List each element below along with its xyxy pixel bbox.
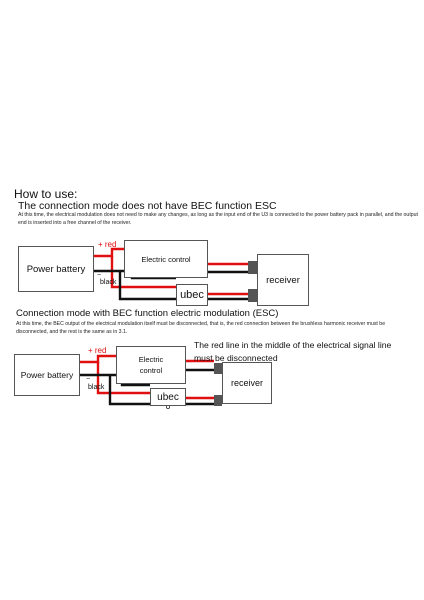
black-label-1: black [100,279,117,286]
section1-description: At this time, the electrical modulation does not need to make any changes, as long as the input end of the U3 is connected to the power battery pack in parallel, and the output end is inserted into a free channel of the receiver. [18,212,418,227]
section1-title: The connection mode does not have BEC function ESC [18,200,277,212]
disconnect-note: The red line in the middle of the electrical signal line must be disconnected [194,340,392,363]
receiver-label-1: receiver [266,274,300,286]
power-battery-label-2: Power battery [20,370,74,380]
howto-heading: How to use: [14,187,78,201]
minus-label-1: − [97,272,102,279]
ubec-box-2 [150,388,186,406]
power-battery-box-2 [14,354,80,396]
receiver-box-2 [222,362,272,404]
plus-red-label-1: + red [98,240,117,249]
electric-control-label-1: Electric control [141,254,191,264]
receiver-label-2: receiver [230,378,263,388]
section2-description: At this time, the BEC output of the electrical modulation itself must be disconnected, that is, the red connection between the brushless harmonic receiver must be disconnected, and the rest is the same as in 3.1. [16,321,386,336]
electric-control-box-2 [116,346,186,384]
connector-2b [214,395,222,406]
ubec-label-1: ubec [180,289,204,301]
section2-title: Connection mode with BEC function electric modulation (ESC) [16,308,279,319]
red-wire-2a [80,356,116,362]
black-label-2: black [88,384,105,391]
ubec-label-2: ubec [157,391,179,403]
electric-control-label-2: Electric control [138,355,164,375]
minus-label-2: − [86,376,91,383]
plus-red-label-2: + red [88,346,107,355]
power-battery-label-1: Power battery [26,263,86,275]
